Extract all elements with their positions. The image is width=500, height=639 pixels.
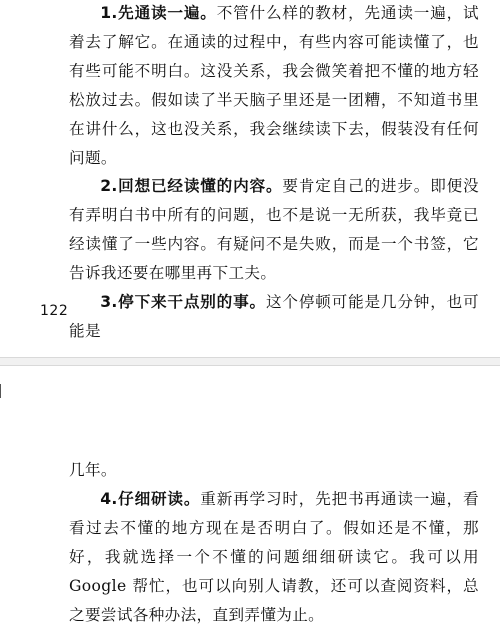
- step-heading: 4.仔细研读。: [100, 489, 201, 508]
- page-text: [69, 0, 479, 346]
- step-body: 不管什么样的教材，先通读一遍，试着去了解它。在通读的过程中，有些内容可能读懂了，也有些可能不明白。这没关系，我会微笑着把不懂的地方轻松放过去。假如读了半天脑子里还是一团糟，不知道书里在讲什么，这也没关系，我会继续读下去，假装没有任何问题。: [69, 4, 479, 167]
- paragraph-step-3: [69, 288, 479, 346]
- step-heading: 3.停下来干点别的事。: [100, 293, 266, 312]
- step-body: 重新再学习时，先把书再通读一遍，看看过去不懂的地方现在是否明白了。假如还是不懂，那好，我就选择一个不懂的问题细细研读它。我可以用 Google 帮忙，也可以向别人请教，还可以查阅资料，总之要尝试各种办法，直到弄懂为止。: [69, 489, 479, 624]
- page-number: 122: [40, 303, 69, 319]
- page-text: [69, 456, 479, 629]
- paragraph-step-4: [69, 485, 479, 630]
- paragraph-step-1: [69, 0, 479, 172]
- step-body: 这个停顿可能是几分钟，也可能是: [69, 293, 479, 340]
- page-separator: [0, 357, 500, 366]
- paragraph-continued: [69, 456, 479, 485]
- step-heading: 1.先通读一遍。: [100, 4, 217, 22]
- continued-text: 几年。: [69, 461, 117, 479]
- paragraph-step-2: [69, 172, 479, 288]
- step-body: 要肯定自己的进步。即便没有弄明白书中所有的问题，也不是说一无所获，我毕竟已经读懂了一些内容。有疑问不是失败，而是一个书签，它告诉我还要在哪里再下工夫。: [69, 177, 479, 283]
- book-page-123: [0, 366, 500, 639]
- step-heading: 2.回想已经读懂的内容。: [100, 177, 283, 196]
- scan-edge-mark: [0, 384, 5, 398]
